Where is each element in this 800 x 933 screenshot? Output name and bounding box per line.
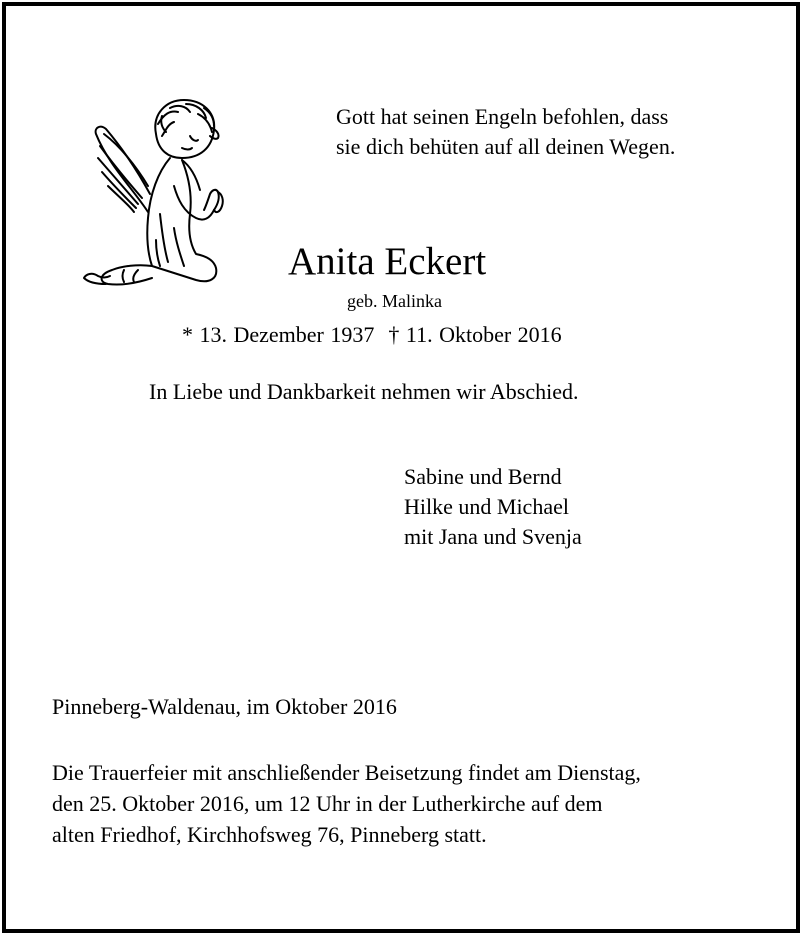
farewell-text: In Liebe und Dankbarkeit nehmen wir Abschied. xyxy=(149,379,579,404)
service-line: Die Trauerfeier mit anschließender Beisetzung findet am Dienstag, xyxy=(52,760,641,785)
bible-verse xyxy=(336,102,675,162)
place-and-date: Pinneberg-Waldenau, im Oktober 2016 xyxy=(52,694,397,719)
death-date: † 11. Oktober 2016 xyxy=(388,322,562,347)
mourner-line: mit Jana und Svenja xyxy=(404,524,582,549)
verse-line-2: sie dich behüten auf all deinen Wegen. xyxy=(336,134,676,159)
mourner-line: Sabine und Bernd xyxy=(404,464,562,489)
service-line: den 25. Oktober 2016, um 12 Uhr in der Lutherkirche auf dem xyxy=(52,791,603,816)
service-line: alten Friedhof, Kirchhofsweg 76, Pinneberg statt. xyxy=(52,822,487,847)
funeral-service-info xyxy=(52,757,641,850)
birth-name: geb. Malinka xyxy=(347,291,442,311)
life-dates xyxy=(182,320,562,350)
mourner-line: Hilke und Michael xyxy=(404,494,569,519)
deceased-name: Anita Eckert xyxy=(288,240,487,283)
birth-date: * 13. Dezember 1937 xyxy=(182,322,375,347)
obituary-notice xyxy=(2,2,800,933)
mourners-list xyxy=(404,462,582,552)
verse-line-1: Gott hat seinen Engeln befohlen, dass xyxy=(336,104,669,129)
praying-angel-icon xyxy=(78,94,238,304)
